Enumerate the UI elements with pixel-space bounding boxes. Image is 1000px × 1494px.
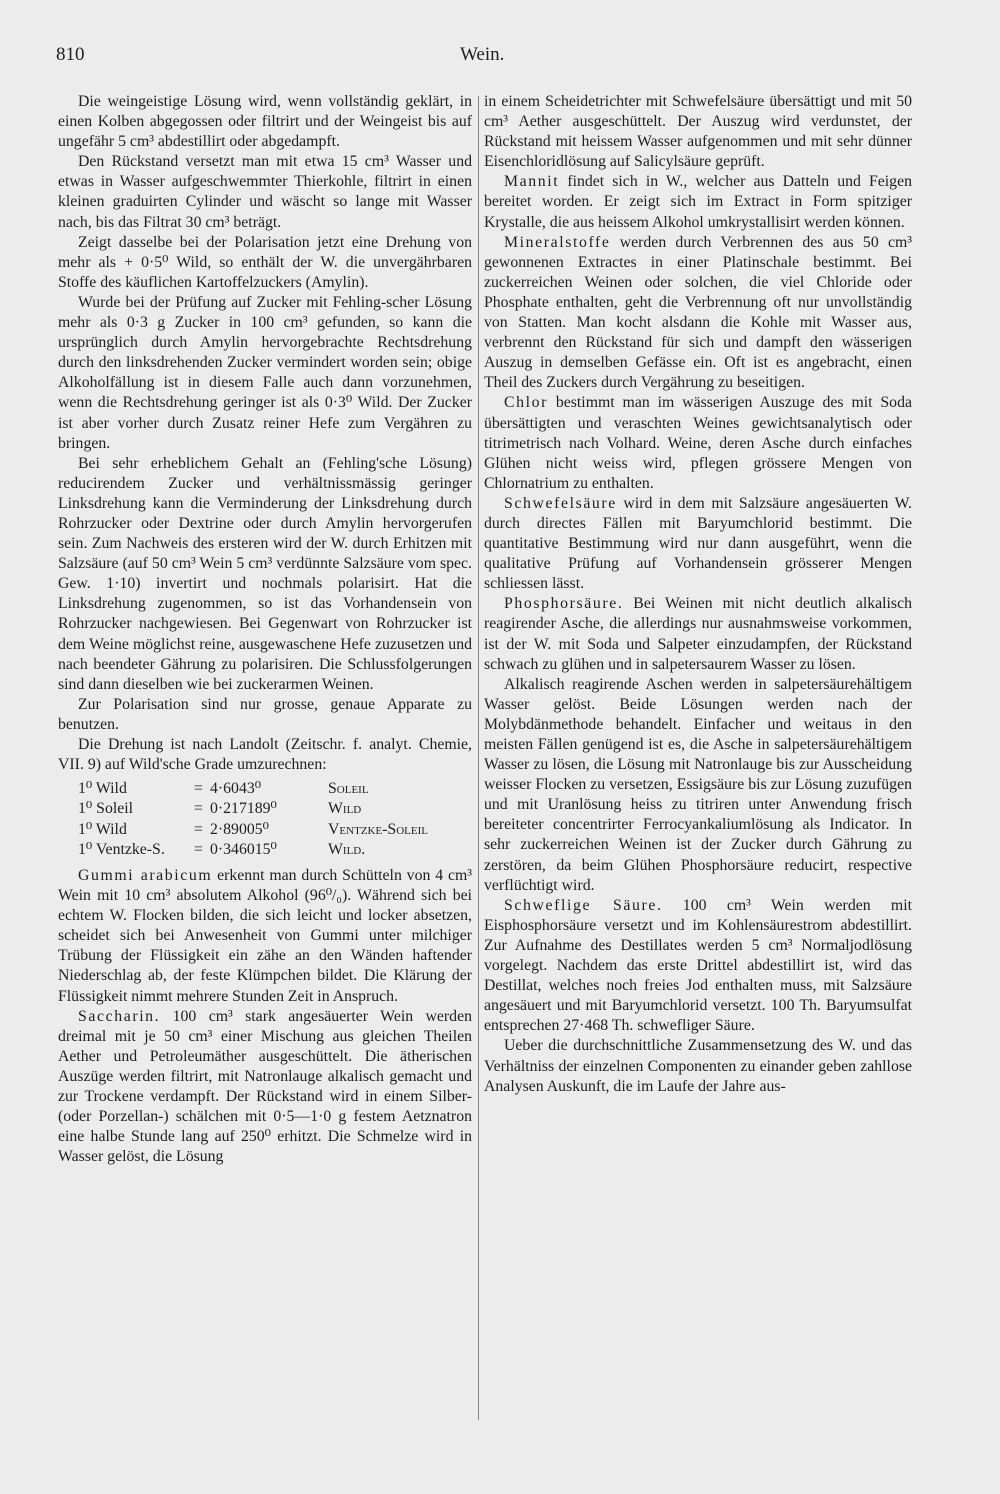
table-cell: 1⁰ Wild [78, 820, 127, 838]
table-cell: = [194, 820, 203, 838]
paragraph-text: erkennt man durch Schütteln von 4 cm³ Wein mit 10 cm³ absolutem Alkohol (96⁰/₀). Während sich bei echtem W. Flocken bilden, die sich leicht und locker absetzen, scheidet sich bei Anwesenheit von Gummi unter milchiger Trübung der Flüssigkeit ein zähe an den Wänden haftender Niederschlag ab, der feste Klümpchen bildet. Die Klärung der Flüssigkeit nimmt mehrere Stunden Zeit in Anspruch. [58, 867, 472, 1005]
right-column [484, 92, 912, 1097]
table-row [78, 799, 472, 819]
paragraph [484, 393, 912, 493]
section-heading: Schwefelsäure [504, 494, 617, 512]
table-row [78, 820, 472, 840]
paragraph [484, 594, 912, 674]
table-cell: = [194, 780, 203, 798]
table-cell: 4·6043⁰ [210, 780, 262, 798]
paragraph-text: findet sich in W., welcher aus Datteln und Feigen bereitet worden. Er zeigt sich im Extract in Form spitziger Krystalle, die aus heissem Alkohol umkrystallisirt werden können. [484, 173, 912, 231]
table-cell: 0·217189⁰ [210, 800, 277, 818]
table-cell: 1⁰ Ventzke-S. [78, 840, 165, 858]
paragraph-text: Ueber die durchschnittliche Zusammensetzung des W. und das Verhältniss der einzelnen Componenten zu einander geben zahllose Analysen Auskunft, die im Laufe der Jahre aus- [484, 1037, 912, 1095]
section-heading: Mineralstoffe [504, 233, 611, 251]
table-cell: = [194, 840, 203, 858]
paragraph: Zeigt dasselbe bei der Polarisation jetzt eine Drehung von mehr als + 0·5⁰ Wild, so enthält der W. die unvergährbaren Stoffe des käuflichen Kartoffelzuckers (Amylin). [58, 233, 472, 291]
paragraph-text: 100 cm³ stark angesäuerter Wein werden dreimal mit je 50 cm³ einer Mischung aus gleichen Theilen Aether und Petroleumäther ausgeschüttelt. Die ätherischen Auszüge werden filtrirt, mit Natronlauge alkalisch gemacht und zur Trockene verdampft. Der Rückstand wird in einem Silber- (oder Porzellan-) schälchen mit 0·5—1·0 g festem Aetznatron eine halbe Stunde lang auf 250⁰ erhitzt. Die Schmelze wird in Wasser gelöst, die Lösung [58, 1007, 472, 1166]
paragraph: Die weingeistige Lösung wird, wenn vollständig geklärt, in einen Kolben abgegossen oder filtrirt und der Weingeist bis auf ungefähr 5 cm³ abdestillirt oder abgedampft. [58, 93, 472, 151]
paragraph: Zur Polarisation sind nur grosse, genaue Apparate zu benutzen. [58, 695, 472, 733]
paragraph [484, 172, 912, 232]
table-cell: 1⁰ Wild [78, 780, 127, 798]
table-cell: Ventzke-Soleil [328, 820, 428, 838]
table-cell: 2·89005⁰ [210, 820, 269, 838]
paragraph-text: bestimmt man im wässerigen Auszuge des mit Soda übersättigten und veraschten Weines gewichtsanalytisch oder titrimetrisch nach Volhard. Weine, deren Asche durch einfaches Glühen nicht weiss wird, pflegen grössere Mengen von Chlornatrium zu enthalten. [484, 394, 912, 492]
paragraph [484, 233, 912, 394]
column-divider [478, 96, 479, 1420]
paragraph: Die Drehung ist nach Landolt (Zeitschr. f. analyt. Chemie, VII. 9) auf Wild'sche Grade umzurechnen: [58, 736, 472, 774]
left-column [58, 92, 472, 1167]
table-cell: 1⁰ Soleil [78, 800, 134, 818]
conversion-table [78, 779, 472, 860]
page-number: 810 [56, 44, 85, 65]
paragraph-text: werden durch Verbrennen des aus 50 cm³ gewonnenen Extractes in einer Platinschale bestimmt. Bei zuckerreichen Weinen oder solchen, die viel Chloride oder Phosphate enthalten, geht die Verbrennung oft nur unvollständig von Statten. Man kocht alsdann die Kohle mit Wasser aus, verbrennt den Rückstand für sich und dampft den wässerigen Auszug in demselben Gefässe ein. Oft ist es angebracht, einen Theil des Zuckers durch Vergährung zu beseitigen. [484, 233, 912, 392]
paragraph [484, 1036, 912, 1096]
section-heading: Saccharin. [78, 1007, 161, 1025]
section-heading: Chlor [504, 394, 548, 412]
paragraph: Bei sehr erheblichem Gehalt an (Fehling'sche Lösung) reducirendem Zucker und verhältnissmässig geringer Linksdrehung kann die Verminderung der Linksdrehung durch Rohrzucker oder Dextrine oder durch Amylin hervorgerufen sein. Zum Nachweis des ersteren wird der W. durch Erhitzen mit Salzsäure (auf 50 cm³ Wein 5 cm³ verdünnte Salzsäure vom spec. Gew. 1·10) invertirt und nochmals polarisirt. Hat die Linksdrehung zugenommen, so ist das Vorhandensein von Rohrzucker nachgewiesen. Bei Gegenwart von Rohrzucker ist dem Weine möglichst reine, ausgewaschene Hefe zuzusetzen und nach beendeter Gährung zu polarisiren. Die Schlussfolgerungen sind dann dieselben wie bei zuckerarmen Weinen. [58, 454, 472, 693]
table-cell: = [194, 800, 203, 818]
table-cell: Soleil [328, 780, 369, 798]
paragraph [484, 494, 912, 594]
paragraph: Den Rückstand versetzt man mit etwa 15 cm³ Wasser und etwas in Wasser aufgeschwemmter Thierkohle, filtrirt in einen kleinen graduirten Cylinder und wäscht so lange mit Wasser nach, bis das Filtrat 30 cm³ beträgt. [58, 153, 472, 231]
paragraph-continuation: in einem Scheidetrichter mit Schwefelsäure übersättigt und mit 50 cm³ Aether ausgeschüttelt. Der Auszug wird verdunstet, der Rückstand mit heissem Wasser aufgenommen und mit sehr dünner Eisenchloridlösung auf Salicylsäure geprüft. [484, 93, 912, 171]
page-header [56, 44, 956, 74]
paragraph [484, 896, 912, 1037]
running-title: Wein. [460, 44, 505, 65]
table-cell: Wild [328, 800, 362, 818]
section-heading: Phosphorsäure. [504, 595, 624, 613]
paragraph [58, 1007, 472, 1168]
paragraph: Wurde bei der Prüfung auf Zucker mit Fehling-scher Lösung mehr als 0·3 g Zucker in 100 cm³ gefunden, so kann die ursprünglich durch Amylin hervorgebrachte Rechtsdrehung durch den linksdrehenden Zucker vermindert worden sein; obige Alkoholfällung ist in diesem Falle auch dann vorzunehmen, wenn die Rechtsdrehung geringer ist als 0·3⁰ Wild. Der Zucker ist aber vorher durch Zusatz reiner Hefe zum Vergähren zu bringen. [58, 293, 472, 452]
paragraph-text: Bei Weinen mit nicht deutlich alkalisch reagirender Asche, die allerdings nur ausnahmsweise vorkommen, ist der W. mit Soda und Salpeter einzudampfen, der Rückstand schwach zu glühen und in salpetersaurem Wasser zu lösen. [484, 595, 912, 673]
section-heading: Mannit [504, 173, 560, 191]
paragraph-text: wird in dem mit Salzsäure angesäuerten W. durch directes Fällen mit Baryumchlorid bestimmt. Die quantitative Bestimmung wird nur dann ausgeführt, wenn die qualitative Prüfung auf Vorhandensein grösserer Mengen schliessen lässt. [484, 494, 912, 593]
table-row [78, 840, 472, 860]
table-cell: Wild. [328, 840, 366, 858]
section-heading: Schweflige Säure. [504, 896, 663, 914]
paragraph-text: 100 cm³ Wein werden mit Eisphosphorsäure versetzt und im Kohlensäurestrom abdestillirt. Zur Aufnahme des Destillates werden 5 cm³ Normaljodlösung vorgelegt. Nachdem das erste Drittel abdestillirt ist, wird das Destillat, welches noch freies Jod enthalten muss, mit Salzsäure angesäuert und mit Baryumchlorid versetzt. 100 Th. Baryumsulfat entsprechen 27·468 Th. schwefliger Säure. [484, 896, 912, 1035]
table-cell: 0·346015⁰ [210, 840, 277, 858]
paragraph [58, 866, 472, 1007]
table-row [78, 779, 472, 799]
paragraph [484, 675, 912, 896]
paragraph-text: Alkalisch reagirende Aschen werden in salpetersäurehältigem Wasser gelöst. Beide Lösungen werden nach der Molybdänmethode behandelt. Einfacher und weitaus in den meisten Fällen genügend ist es, die Asche in salpetersäurehältigem Wasser zu lösen, die Lösung mit Natronlauge bis zur Ausscheidung weisser Flocken zu versetzen, Essigsäure bis zur Lösung zuzufügen und mit Uranlösung heiss zu titriren unter Anwendung frisch bereiteter concentrirter Ferrocyankaliumlösung als Indicator. In sehr zuckerreichen Weinen ist der Zucker durch Gährung zu zerstören, da beim Glühen Phosphorsäure reducirt, respective verflüchtigt wird. [484, 675, 912, 894]
section-heading: Gummi arabicum [78, 867, 213, 884]
